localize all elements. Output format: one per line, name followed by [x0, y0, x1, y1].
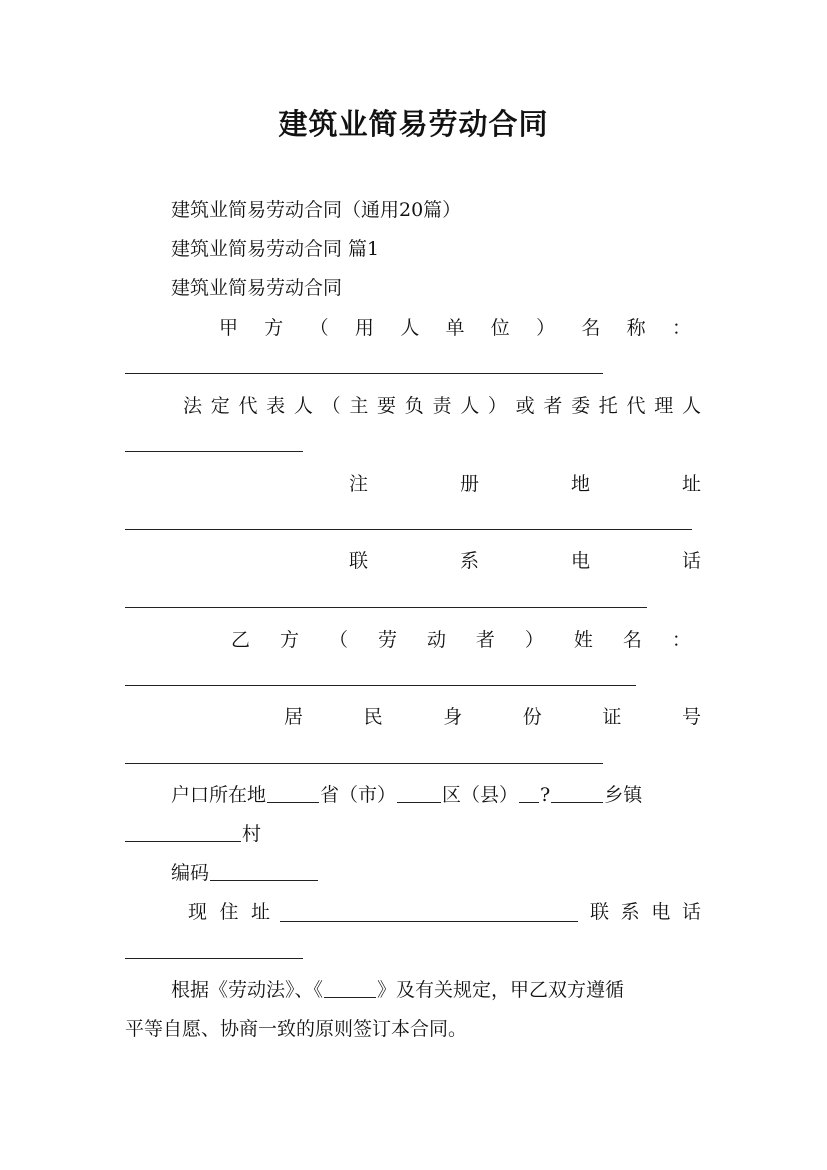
- postcode-field[interactable]: [210, 861, 318, 881]
- registered-address-label: 注 册 地 址: [349, 473, 701, 495]
- id-number-field[interactable]: [125, 763, 603, 764]
- village-field[interactable]: [125, 822, 241, 842]
- party-a-name-field[interactable]: [125, 373, 603, 374]
- current-address-label: 现 住 址: [188, 901, 270, 923]
- postcode-line: 编码: [171, 861, 319, 885]
- legal-representative-label: 法 定 代 表 人 （ 主 要 负 责 人 ） 或 者 委 托 代 理 人: [183, 395, 701, 417]
- intro-line-2: 建筑业简易劳动合同 篇1: [171, 238, 380, 260]
- intro-line-1: 建筑业简易劳动合同（通用20篇）: [171, 199, 462, 221]
- basis-paragraph-line-1: 根据《劳动法》、《 》及有关规定，甲乙双方遵循: [171, 979, 625, 1001]
- hukou-street-field[interactable]: [519, 783, 539, 803]
- document-title: 建筑业简易劳动合同: [278, 107, 549, 141]
- hukou-district-field[interactable]: [397, 783, 441, 803]
- party-a-phone-field[interactable]: [125, 607, 647, 608]
- hukou-province-field[interactable]: [267, 783, 319, 803]
- legal-representative-field[interactable]: [125, 451, 303, 452]
- id-number-label: 居 民 身 份 证 号: [284, 706, 701, 728]
- basis-paragraph-line-2: 平等自愿、协商一致的原则签订本合同。: [125, 1018, 468, 1040]
- party-a-phone-label: 联 系 电 话: [349, 550, 701, 572]
- hukou-town-field[interactable]: [551, 783, 603, 803]
- party-a-name-label: 甲 方 （ 用 人 单 位 ） 名 称 ：: [219, 317, 691, 339]
- village-line: 村: [125, 822, 261, 846]
- registered-address-field[interactable]: [125, 529, 692, 530]
- regulation-name-field[interactable]: [324, 978, 376, 998]
- hukou-line: 户口所在地 省（市） 区（县） ? 乡镇: [171, 784, 643, 806]
- party-b-phone-label: 联 系 电 话: [590, 901, 701, 923]
- intro-line-3: 建筑业简易劳动合同: [171, 277, 343, 299]
- party-b-phone-field[interactable]: [125, 958, 303, 959]
- current-address-field[interactable]: [280, 921, 578, 922]
- party-b-name-field[interactable]: [125, 685, 636, 686]
- party-b-name-label: 乙 方 （ 劳 动 者 ） 姓 名 ：: [231, 629, 691, 651]
